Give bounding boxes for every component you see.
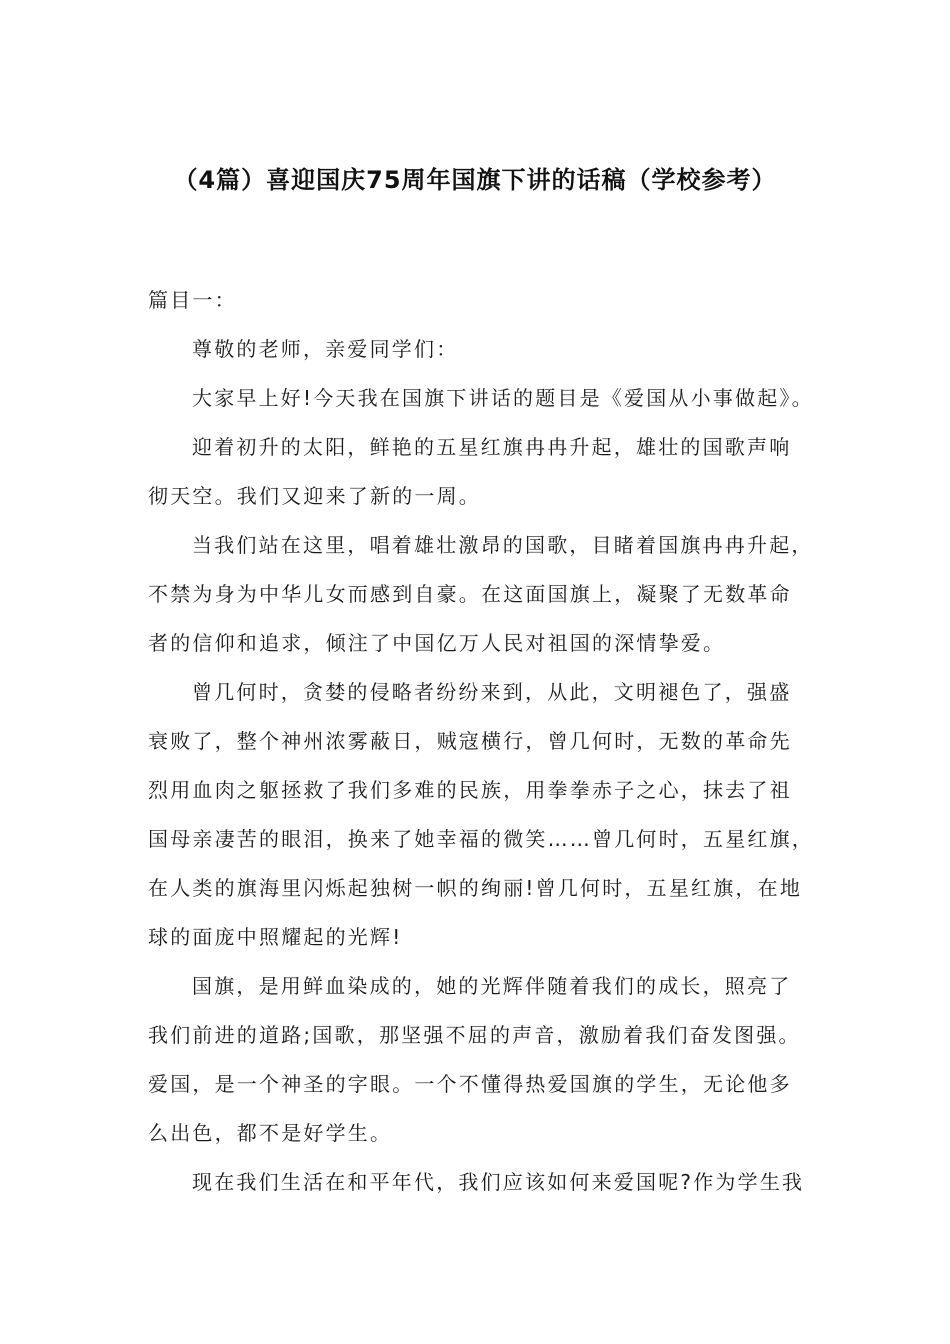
body-line: 尊敬的老师，亲爱同学们： (192, 337, 459, 361)
body-line: 国旗，是用鲜血染成的，她的光辉伴随着我们的成长，照亮了 (192, 974, 792, 998)
body-line: 迎着初升的太阳，鲜艳的五星红旗冉冉升起，雄壮的国歌声响 (192, 435, 792, 459)
body-line: 大家早上好!今天我在国旗下讲话的题目是《爱国从小事做起》。 (192, 386, 814, 410)
body-line: 篇目一： (148, 288, 237, 312)
body-line: 么出色，都不是好学生。 (148, 1121, 393, 1145)
body-line: 在人类的旗海里闪烁起独树一帜的绚丽!曾几何时，五星红旗，在地 (148, 876, 803, 900)
body-line: 我们前进的道路;国歌，那坚强不屈的声音，激励着我们奋发图强。 (148, 1023, 801, 1047)
body-line: 球的面庞中照耀起的光辉! (148, 925, 403, 949)
body-line: 爱国，是一个神圣的字眼。一个不懂得热爱国旗的学生，无论他多 (148, 1072, 792, 1096)
body-line: 当我们站在这里，唱着雄壮激昂的国歌，目睹着国旗冉冉升起， (192, 533, 814, 557)
body-line: 不禁为身为中华儿女而感到自豪。在这面国旗上，凝聚了无数革命 (148, 582, 792, 606)
body-line: 现在我们生活在和平年代，我们应该如何来爱国呢?作为学生我 (192, 1170, 805, 1194)
body-line: 烈用血肉之躯拯救了我们多难的民族，用拳拳赤子之心，抹去了祖 (148, 778, 792, 802)
body-line: 彻天空。我们又迎来了新的一周。 (148, 484, 481, 508)
document-title: （4篇）喜迎国庆75周年国旗下讲的话稿（学校参考） (173, 166, 777, 194)
body-line: 曾几何时，贪婪的侵略者纷纷来到，从此，文明褪色了，强盛 (192, 680, 792, 704)
body-line: 衰败了，整个神州浓雾蔽日，贼寇横行，曾几何时，无数的革命先 (148, 729, 792, 753)
body-line: 国母亲凄苦的眼泪，换来了她幸福的微笑……曾几何时，五星红旗， (148, 827, 814, 851)
body-line: 者的信仰和追求，倾注了中国亿万人民对祖国的深情挚爱。 (148, 631, 726, 655)
document-body (148, 276, 828, 1207)
